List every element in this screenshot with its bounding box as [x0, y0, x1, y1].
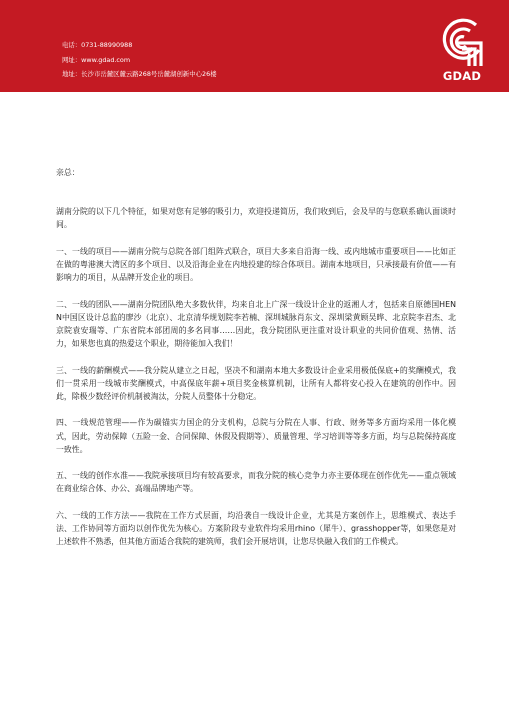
paragraph-intro: 湖南分院的以下几个特征，如果对您有足够的吸引力，欢迎投递简历，我们收到后，会及早的与您联系确认面谈时间。	[56, 207, 456, 230]
contact-info	[62, 38, 217, 82]
paragraph-work-methods: 六、一线的工作方法——我院在工作方式层面，均沿袭自一线设计企业，尤其是方案创作上，思维模式、表达手法、工作协同等方面均以创作优先为核心。方案阶段专业软件均采用rhino（犀牛）、grasshopper等，如果您是对上述软件不熟悉，但其他方面适合我院的建筑师，我们会开展培训，让您尽快融入我们的工作模式。	[56, 510, 456, 547]
contact-phone: 电话：0731-88990988	[62, 41, 133, 49]
letter-greeting: 亲总：	[56, 168, 80, 177]
paragraph-projects: 一、一线的项目——湖南分院与总院各部门组阵式联合，项目大多来自沿海一线、或内地城市重要项目——比如正在做的粤港澳大湾区的多个项目、以及沿海企业在内地投建的综合体项目。湖南本地项目，只承接最有价值——有影响力的项目，从品牌开发企业的项目。	[56, 246, 456, 283]
paragraph-team: 二、一线的团队——湖南分院团队绝大多数伙伴，均来自北上广深一线设计企业的返湘人才，包括来自原德国HENN中国区设计总监的廖沙（北京）、北京清华规划院李若楠、深圳城脉肖东文、深圳梁黄顾吴晔、北京院李君杰、北京院袁安瑞等、广东省院本部团周的多名同事……因此，我分院团队更注重对设计职业的共同价值观、热情、活力，如果您也真的热爱这个职业，期待能加入我们！	[56, 299, 456, 349]
letterhead-banner	[0, 0, 509, 92]
paragraph-design-standard: 五、一线的创作水准——我院承接项目均有较高要求，而我分院的核心竞争力亦主要体现在创作优先——重点领域在商业综合体、办公、高端品牌地产等。	[56, 471, 456, 494]
gdad-logo	[436, 18, 488, 84]
paragraph-compensation: 三、一线的薪酬模式——我分院从建立之日起，坚决不和湖南本地大多数设计企业采用极低保底+的奖酬模式，我们一贯采用一线城市奖酬模式，中高保底年薪+项目奖金核算机制，让所有人都将安心投入在建筑的创作中。因此，除极少数经评价机制被淘汰，分院人员整体十分稳定。	[56, 365, 456, 401]
paragraph-management: 四、一线规范管理——作为碳锚实力国企的分支机构，总院与分院在人事、行政、财务等多方面均采用一体化模式，因此，劳动保障（五险一金、合同保障、休假及假期等）、质量管理、学习培训等等多方面，均与总院保持高度一致性。	[56, 418, 456, 454]
contact-website: 网址：www.gdad.com	[62, 55, 131, 64]
gdad-logo-icon	[436, 18, 488, 68]
contact-address: 地址：长沙市岳麓区麓云路268号岳麓湖创新中心26楼	[62, 70, 217, 78]
logo-wordmark: GDAD	[442, 69, 482, 83]
letter-body	[56, 166, 456, 562]
